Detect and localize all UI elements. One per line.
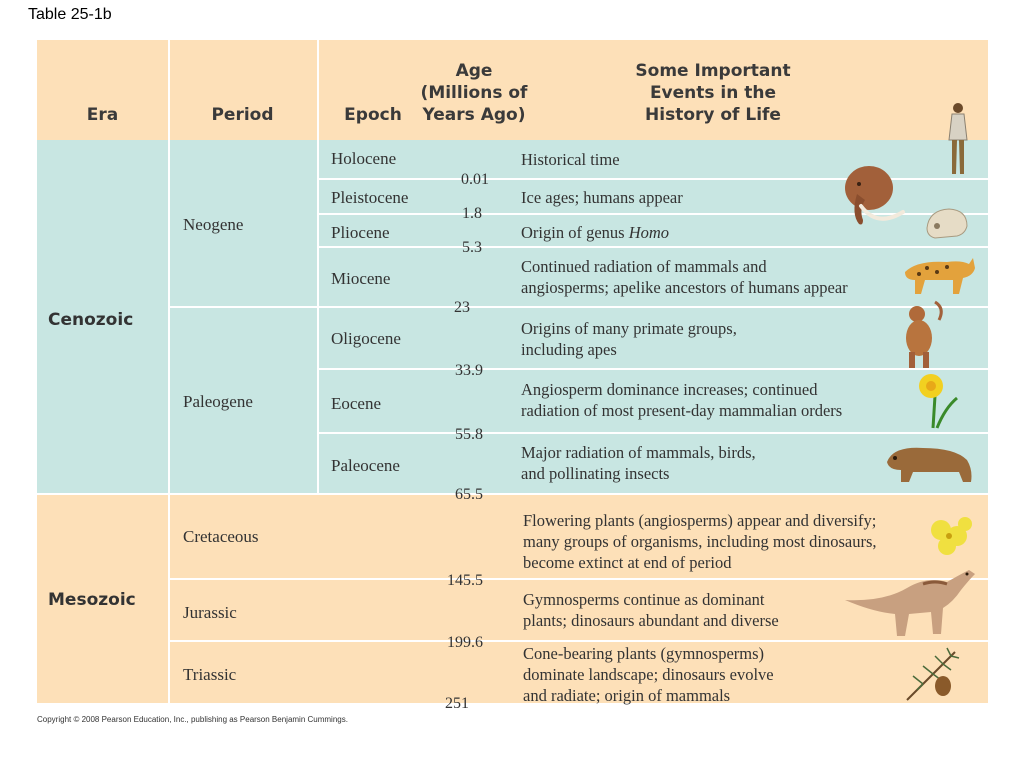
- event-triassic: [523, 643, 774, 706]
- daffodil-icon: [911, 368, 961, 430]
- era-cenozoic: Cenozoic: [48, 310, 134, 330]
- event-line: and pollinating insects: [521, 464, 670, 483]
- mammal-icon: [883, 438, 975, 486]
- monkey-icon: [895, 298, 945, 370]
- mammoth-icon: [837, 160, 909, 228]
- header-events-line: History of Life: [645, 105, 781, 125]
- period-cretaceous: Cretaceous: [183, 527, 259, 546]
- header-age: [415, 60, 533, 126]
- event-miocene: [521, 256, 848, 298]
- divider-period-epoch: [317, 40, 319, 495]
- divider-jurassic: [168, 640, 988, 642]
- event-cretaceous: [523, 510, 877, 573]
- event-holocene: Historical time: [521, 150, 620, 169]
- header-age-line: (Millions of: [420, 83, 528, 103]
- header-events: [613, 60, 813, 126]
- age-value: 55.8: [455, 426, 483, 443]
- age-value: 0.01: [461, 171, 489, 188]
- age-value: 199.6: [447, 634, 483, 651]
- event-line: Cone-bearing plants (gymnosperms): [523, 644, 765, 663]
- age-value: 5.3: [462, 239, 482, 256]
- age-value: 1.8: [462, 205, 482, 222]
- period-neogene: Neogene: [183, 215, 244, 234]
- header-events-line: Events in the: [649, 83, 777, 103]
- header-era: Era: [86, 105, 119, 125]
- epoch-miocene: Miocene: [331, 269, 391, 288]
- slide-title: Table 25-1b: [28, 6, 112, 23]
- event-paleocene: [521, 442, 756, 484]
- divider-era: [37, 493, 988, 495]
- event-line: Origins of many primate groups,: [521, 319, 737, 338]
- event-line: many groups of organisms, including most dinosaurs,: [523, 532, 877, 551]
- period-jurassic: Jurassic: [183, 603, 237, 622]
- event-jurassic: [523, 589, 779, 631]
- event-line: and radiate; origin of mammals: [523, 686, 731, 705]
- epoch-pliocene: Pliocene: [331, 223, 390, 242]
- epoch-holocene: Holocene: [331, 149, 397, 168]
- event-eocene: [521, 379, 842, 421]
- divider-era-period: [168, 40, 170, 703]
- epoch-oligocene: Oligocene: [331, 329, 401, 348]
- header-epoch: Epoch: [344, 105, 402, 125]
- period-paleogene: Paleogene: [183, 392, 253, 411]
- divider-neogene: [168, 306, 988, 308]
- copyright-notice: Copyright © 2008 Pearson Education, Inc., publishing as Pearson Benjamin Cummings.: [37, 715, 348, 724]
- divider-eocene: [317, 432, 988, 434]
- age-value: 33.9: [455, 362, 483, 379]
- event-line: Major radiation of mammals, birds,: [521, 443, 756, 462]
- age-value: 65.5: [455, 486, 483, 503]
- period-triassic: Triassic: [183, 665, 237, 684]
- skull-icon: [921, 206, 971, 242]
- age-value: 23: [454, 299, 470, 316]
- geologic-time-table: [37, 40, 988, 712]
- event-line: Continued radiation of mammals and: [521, 257, 767, 276]
- header-age-line: Age: [455, 61, 493, 81]
- event-pliocene: [521, 222, 669, 243]
- event-line: including apes: [521, 340, 617, 359]
- event-line: angiosperms; apelike ancestors of humans appear: [521, 278, 848, 297]
- event-line: Angiosperm dominance increases; continued: [521, 380, 818, 399]
- event-line: plants; dinosaurs abundant and diverse: [523, 611, 779, 630]
- human-icon: [943, 100, 973, 178]
- header-period: Period: [211, 105, 274, 125]
- event-pleistocene: Ice ages; humans appear: [521, 188, 683, 207]
- event-line: radiation of most present-day mammalian orders: [521, 401, 843, 420]
- age-value: 251: [445, 695, 469, 712]
- header-age-line: Years Ago): [422, 105, 526, 125]
- flower-icon: [925, 516, 977, 558]
- divider-oligocene: [317, 368, 988, 370]
- epoch-paleocene: Paleocene: [331, 456, 400, 475]
- dinosaur-icon: [843, 556, 978, 640]
- header-events-line: Some Important: [635, 61, 791, 81]
- event-line: become extinct at end of period: [523, 553, 732, 572]
- event-line: dominate landscape; dinosaurs evolve: [523, 665, 774, 684]
- event-pliocene-text: Origin of genus: [521, 223, 629, 242]
- event-oligocene: [521, 318, 737, 360]
- event-line: Flowering plants (angiosperms) appear and diversify;: [523, 511, 877, 530]
- cat-icon: [897, 250, 977, 300]
- epoch-pleistocene: Pleistocene: [331, 188, 409, 207]
- event-line: Gymnosperms continue as dominant: [523, 590, 765, 609]
- era-mesozoic: Mesozoic: [48, 590, 136, 610]
- epoch-eocene: Eocene: [331, 394, 382, 413]
- divider-pliocene: [317, 246, 988, 248]
- event-pliocene-genus: Homo: [628, 223, 670, 242]
- age-value: 145.5: [447, 572, 483, 589]
- pine-branch-icon: [903, 646, 961, 702]
